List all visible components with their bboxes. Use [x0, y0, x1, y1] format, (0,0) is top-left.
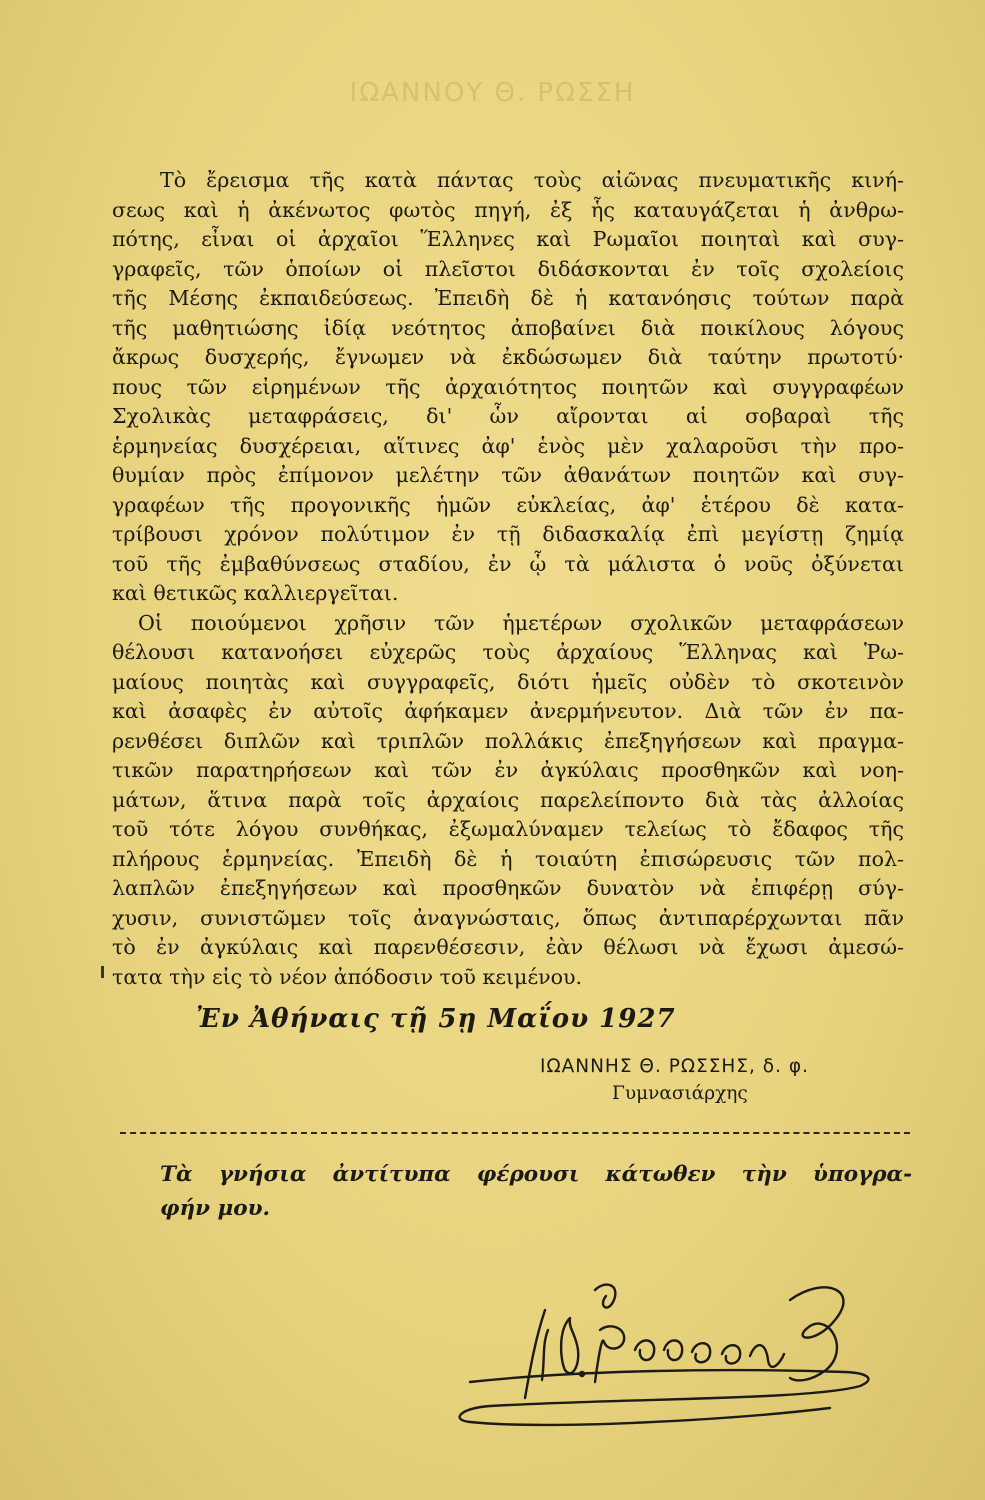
text-line: τοῦ τότε λόγου συνθήκας, ἐξωμαλύναμεν τελείως τὸ ἔδαφος τῆς — [112, 817, 904, 841]
text-line: τὸ ἐν ἀγκύλαις καὶ παρενθέσεσιν, ἐὰν θέλωσι νὰ ἔχωσι ἀμεσώ- — [112, 935, 904, 959]
signature-stroke — [595, 1285, 615, 1308]
signature-stroke — [561, 1318, 578, 1373]
text-line: τικῶν παρατηρήσεων καὶ τῶν ἐν ἀγκύλαις προσθηκῶν καὶ νοη- — [112, 758, 904, 782]
date-line: Ἐν Ἀθήναις τῇ 5ῃ Μαΐου 1927 — [196, 1004, 676, 1034]
signature-stroke — [542, 1330, 548, 1380]
text-line: μαίους ποιητὰς καὶ συγγραφεῖς, διότι ἡμεῖς οὐδὲν τὸ σκοτεινὸν — [112, 669, 904, 694]
text-line: χυσιν, συνιστῶμεν τοῖς ἀναγνώσταις, ὅπως ἀντιπαρέρχωνται πᾶν — [112, 905, 904, 930]
text-line: μάτων, ἅτινα παρὰ τοῖς ἀρχαίοις παρελείποντο διὰ τὰς ἀλλοίας — [112, 787, 904, 812]
text-line: γραφεῖς, τῶν ὁποίων οἱ πλεῖστοι διδάσκονται ἐν τοῖς σχολείοις — [112, 256, 904, 281]
signature-stroke — [635, 1340, 654, 1360]
signature-stroke — [692, 1343, 710, 1362]
separator-rule — [120, 1132, 910, 1134]
handwritten-signature — [430, 1270, 900, 1440]
text-line: τῆς Μέσης ἐκπαιδεύσεως. Ἐπειδὴ δὲ ἡ κατανόησις τούτων παρὰ — [112, 286, 904, 310]
signature-stroke — [790, 1287, 843, 1380]
signature-stroke — [664, 1340, 682, 1360]
notice-line: φήν μου. — [160, 1196, 270, 1221]
text-line: Οἱ ποιούμενοι χρῆσιν τῶν ἡμετέρων σχολικῶν μεταφράσεων — [138, 610, 904, 635]
authenticity-notice — [160, 1158, 912, 1226]
paragraph-1 — [112, 166, 904, 609]
text-line: τοῦ τῆς ἐμβαθύνσεως σταδίου, ἐν ᾧ τὰ μάλιστα ὁ νοῦς ὀξύνεται — [112, 551, 904, 576]
author-name: ΙΩΑΝΝΗΣ Θ. ΡΩΣΣΗΣ, δ. φ. — [540, 1056, 809, 1077]
text-line: ἄκρως δυσχερής, ἔγνωμεν νὰ ἐκδώσωμεν διὰ ταύτην πρωτοτύ· — [112, 345, 904, 369]
signature-stroke — [750, 1345, 784, 1367]
author-role: Γυμνασιάρχης — [612, 1083, 748, 1104]
text-line: πότης, εἶναι οἱ ἀρχαῖοι Ἕλληνες καὶ Ρωμαῖοι ποιηταὶ καὶ συγ- — [112, 227, 904, 251]
text-line: ἑρμηνείας δυσχέρειαι, αἵτινες ἀφ' ἑνὸς μὲν χαλαροῦσι τὴν προ- — [112, 433, 904, 458]
text-line: πους τῶν εἰρημένων τῆς ἀρχαιότητος ποιητῶν καὶ συγγραφέων — [112, 374, 904, 399]
signature-stroke — [525, 1310, 545, 1398]
notice-line: Τὰ γνήσια ἀντίτυπα φέρουσι κάτωθεν τὴν ὑπογρα- — [160, 1162, 912, 1187]
text-line: καὶ θετικῶς καλλιεργεῖται. — [112, 581, 399, 605]
text-line: τῆς μαθητιώσης ἰδίᾳ νεότητος ἀποβαίνει διὰ ποικίλους λόγους — [112, 315, 904, 340]
text-line: Τὸ ἔρεισμα τῆς κατὰ πάντας τοὺς αἰῶνας πνευματικῆς κινή- — [160, 168, 904, 192]
text-line: ρενθέσει διπλῶν καὶ τριπλῶν πολλάκις ἐπεξηγήσεων καὶ πραγμα- — [112, 728, 904, 753]
text-line: σεως καὶ ἡ ἀκένωτος φωτὸς πηγή, ἐξ ἧς καταυγάζεται ἡ ἀνθρω- — [112, 197, 904, 222]
bleed-through-header: ΙΩΑΝΝΟΥ Θ. ΡΩΣΣΗ — [349, 78, 636, 108]
text-line: τατα τὴν εἰς τὸ νέον ἀπόδοσιν τοῦ κειμένου. — [112, 964, 583, 989]
text-line: πλήρους ἑρμηνείας. Ἐπειδὴ δὲ ἡ τοιαύτη ἐπισώρευσις τῶν πολ- — [112, 846, 904, 871]
margin-mark — [101, 966, 104, 978]
text-line: καὶ ἀσαφὲς ἐν αὐτοῖς ἀφήκαμεν ἀνερμήνευτον. Διὰ τῶν ἐν πα- — [112, 699, 904, 723]
text-line: θυμίαν πρὸς ἐπίμονον μελέτην τῶν ἀθανάτων ποιητῶν καὶ συγ- — [112, 463, 904, 487]
text-line: τρίβουσι χρόνον πολύτιμον ἐν τῇ διδασκαλίᾳ ἐπὶ μεγίστῃ ζημίᾳ — [112, 522, 904, 546]
text-line: γραφέων τῆς προγονικῆς ἡμῶν εὐκλείας, ἀφ' ἑτέρου δὲ κατα- — [112, 492, 904, 517]
paragraph-2 — [112, 609, 904, 993]
text-line: Σχολικὰς μεταφράσεις, δι' ὧν αἴρονται αἱ σοβαραὶ τῆς — [112, 404, 904, 428]
signature-stroke — [722, 1345, 740, 1363]
text-line: θέλουσι κατανοήσει εὐχερῶς τοὺς ἀρχαίους Ἕλληνας καὶ Ῥω- — [112, 640, 904, 664]
text-line: λαπλῶν ἐπεξηγήσεων καὶ προσθηκῶν δυνατὸν νὰ ἐπιφέρῃ σύγ- — [112, 876, 904, 900]
preface-body — [112, 166, 904, 992]
